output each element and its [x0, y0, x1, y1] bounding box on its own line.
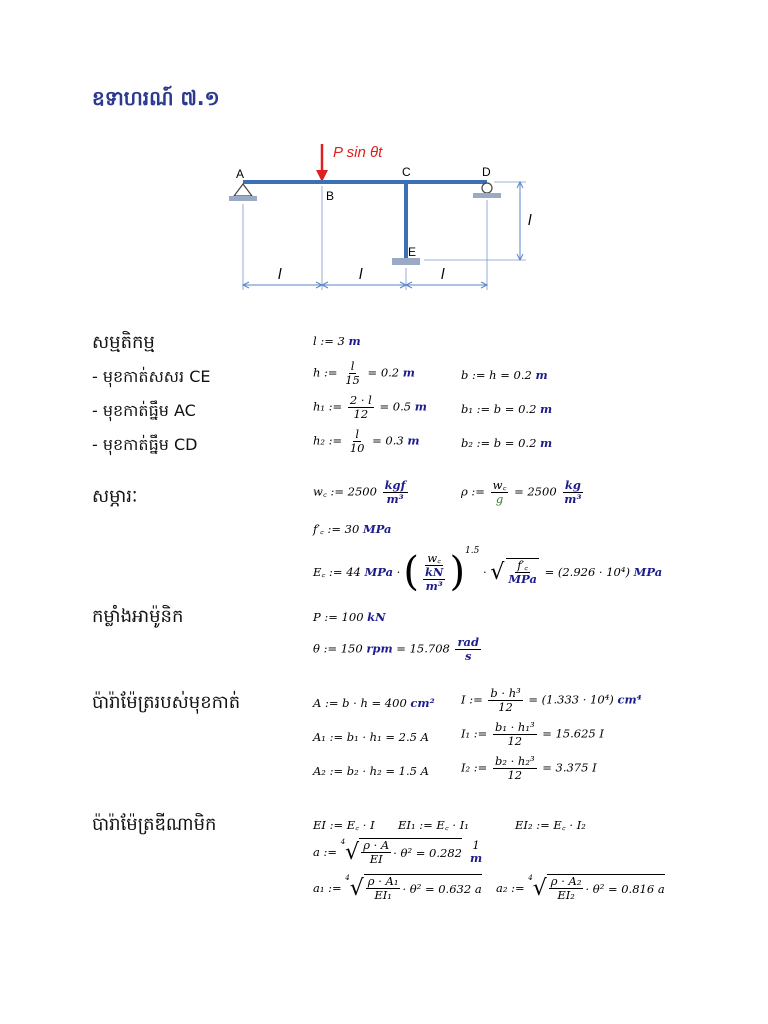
section-assumptions: សម្មតិកម្ម [92, 332, 155, 353]
node-b: B [326, 189, 335, 203]
section-column-ce: - មុខកាត់សសរ CE [92, 367, 211, 386]
node-a: A [236, 167, 245, 181]
eq-h: h := $\frac{l}{15}$ = 0.2 m [313, 359, 415, 387]
eq-l: l := 3 m [313, 334, 361, 348]
eq-fc: f′꜀ := 30 MPa [313, 522, 392, 536]
dim-l-1: l [278, 266, 282, 283]
eq-theta: θ := 150 rpm = 15.708 $\frac{\text{rad}}{s}$ [313, 635, 480, 663]
eq-wc: w꜀ := 2500 $\frac{\text{kgf}}{\text{m³}}$ [313, 478, 406, 506]
section-beam-ac: - មុខកាត់ធ្នឹម AC [92, 401, 196, 420]
eq-ei: EI := E꜀ · I [313, 818, 375, 832]
pin-support-a [234, 184, 252, 196]
eq-h2: h₂ := $\frac{l}{10}$ = 0.3 m [313, 427, 420, 455]
node-e: E [408, 245, 417, 259]
dim-l-2: l [359, 266, 363, 283]
eq-ei1: EI₁ := E꜀ · I₁ [398, 818, 469, 832]
dim-l-vertical: l [528, 212, 532, 229]
eq-a-area: A := b · h = 400 cm² [313, 696, 435, 710]
section-beam-cd: - មុខកាត់ធ្នឹម CD [92, 435, 198, 454]
eq-rho: ρ := $\frac{w꜀}{g}$ = 2500 $\frac{kg}{\text{m³}}$ [461, 478, 582, 506]
section-material: សម្ភារៈ [92, 486, 138, 507]
fixed-support-e [392, 258, 420, 265]
eq-a1: a₁ := 4 √ $\frac{\text{ρ · A₁}}{\text{EI₁}}$ · θ² = 0.632 a [313, 874, 482, 902]
dim-l-3: l [441, 266, 445, 283]
section-dynamic-load: កម្លាំងអាម៉ូនិក [92, 606, 184, 627]
roller-support-d [482, 183, 492, 193]
eq-i2: I₂ := $\frac{\text{b₂ · h₂³}}{12}$ = 3.375 I [461, 754, 597, 782]
page-title: ឧទាហរណ៍ ៧.១ [92, 86, 220, 110]
eq-ei2: EI₂ := E꜀ · I₂ [515, 818, 586, 832]
eq-a1-area: A₁ := b₁ · h₁ = 2.5 A [313, 730, 429, 744]
section-section-params: ប៉ារ៉ាម៉ែត្ររបស់មុខកាត់ [92, 692, 241, 713]
eq-a: a := 4 √ $\frac{\rho \cdot A}{EI}$ · θ² = 0.282 1 m [313, 838, 483, 866]
eq-b: b := h = 0.2 m [461, 368, 548, 382]
node-d: D [482, 165, 491, 179]
eq-h1: h₁ := $\frac{2 \cdot l}{12}$ = 0.5 m [313, 393, 427, 421]
eq-a2-area: A₂ := b₂ · h₂ = 1.5 A [313, 764, 429, 778]
eq-b1: b₁ := b = 0.2 m [461, 402, 553, 416]
eq-i: I := $\frac{\text{b · h³}}{12}$ = (1.333 · 10⁴) cm⁴ [461, 686, 642, 714]
eq-p: P := 100 kN [313, 610, 386, 624]
eq-ec: E꜀ := 44 MPa · ( $\frac{w꜀}{\frac{kN}{\text{m³}}}$ ) 1.5 · √ $\frac{f'꜀}{\text{MPa}}$ = (2.926 · 10⁴) MPa [313, 546, 663, 595]
section-dynamic-params: ប៉ារ៉ាម៉ែត្រឌីណាមិក [92, 814, 217, 835]
eq-b2: b₂ := b = 0.2 m [461, 436, 553, 450]
node-c: C [402, 165, 411, 179]
load-label: P sin θt [333, 144, 383, 161]
eq-i1: I₁ := $\frac{\text{b₁ · h₁³}}{12}$ = 15.625 I [461, 720, 604, 748]
eq-a2: a₂ := 4 √ $\frac{\text{ρ · A₂}}{\text{EI₂}}$ · θ² = 0.816 a [496, 874, 665, 902]
